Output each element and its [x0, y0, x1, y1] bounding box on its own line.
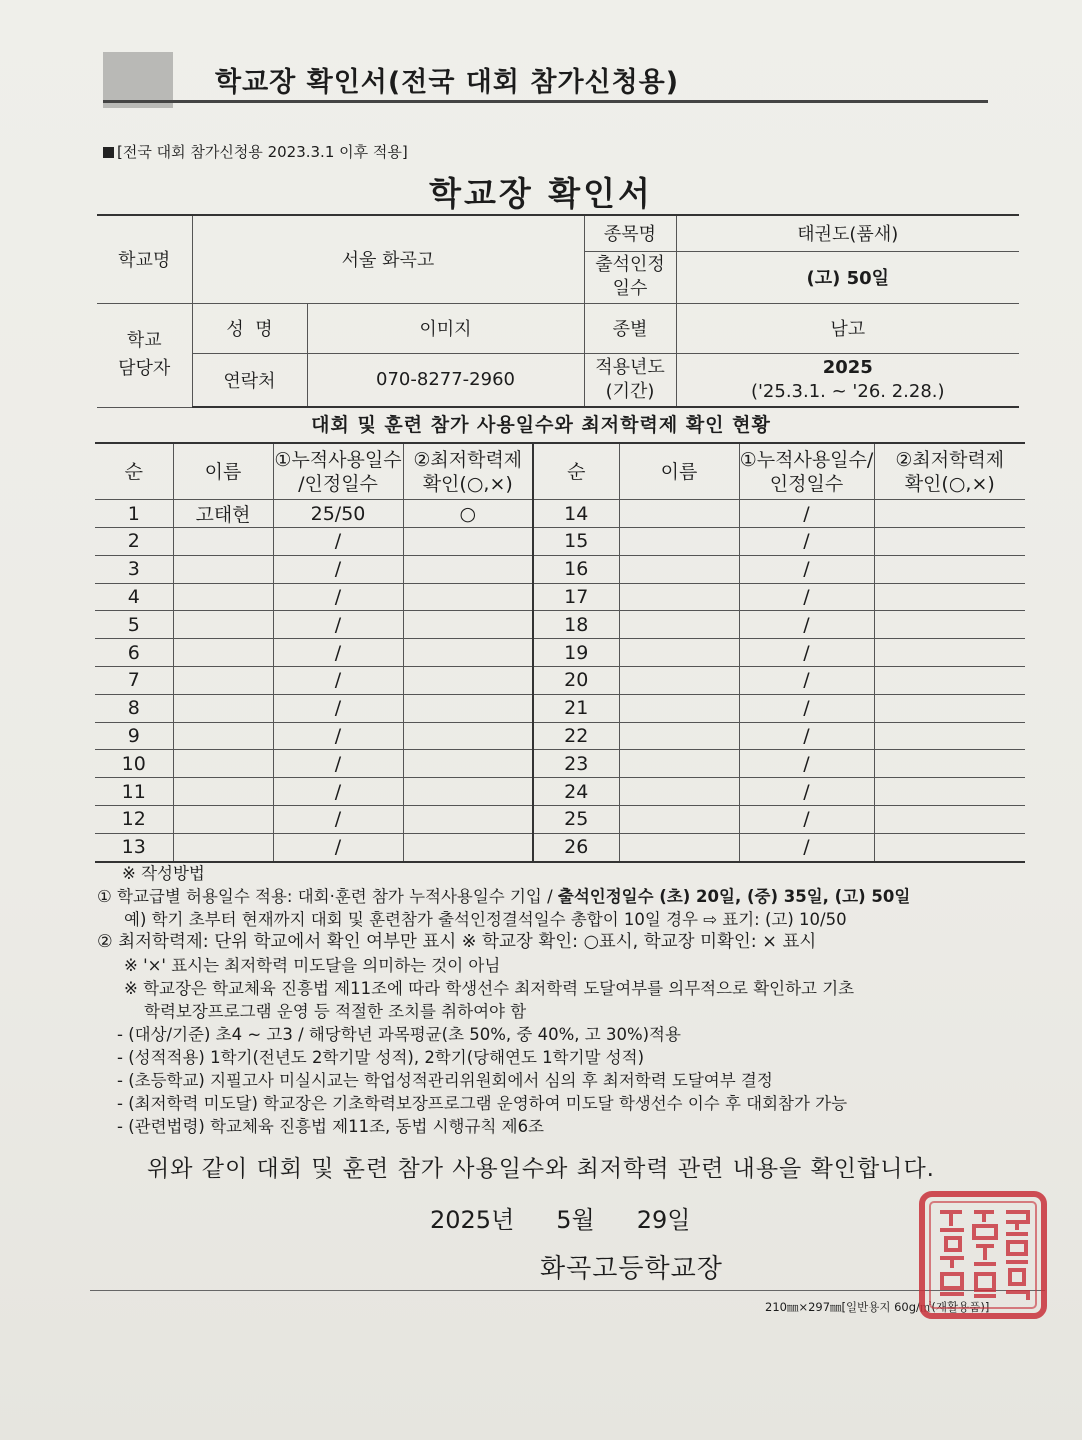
cell-no-left: 12: [95, 805, 173, 833]
cell-name-left: [173, 722, 273, 750]
table-row: [95, 583, 1025, 611]
cell-days-left: /: [273, 750, 403, 778]
confirmation-statement: 위와 같이 대회 및 훈련 참가 사용일수와 최저학력 관련 내용을 확인합니다.: [147, 1156, 935, 1182]
footer-rule: [90, 1290, 1045, 1291]
sport-label: 종목명: [584, 215, 676, 251]
square-bullet-icon: [103, 147, 114, 158]
document-title: 학교장 확인서: [429, 174, 653, 213]
note-2-sub-1: ※ '×' 표시는 최저학력 미도달을 의미하는 것이 아님: [124, 956, 501, 975]
col-days-right: [739, 443, 874, 500]
cell-check-right: [874, 694, 1025, 722]
date-month: 5월: [556, 1206, 595, 1234]
name-label: 성 명: [192, 303, 307, 353]
roster-table: [95, 442, 1025, 863]
cell-name-left: [173, 805, 273, 833]
header-rule: [103, 100, 988, 103]
cell-days-left: /: [273, 694, 403, 722]
cell-name-left: 고태현: [173, 500, 273, 528]
table-row: [95, 833, 1025, 861]
cell-no-right: 17: [533, 583, 619, 611]
cell-no-right: 25: [533, 805, 619, 833]
cell-check-right: [874, 528, 1025, 556]
col-name-right: 이름: [619, 443, 739, 500]
note-dash-2: - (성적적용) 1학기(전년도 2학기말 성적), 2학기(당해연도 1학기말 성적): [117, 1048, 645, 1067]
col-no-left: 순: [95, 443, 173, 500]
manager-label-line1: 학교: [126, 330, 162, 351]
cell-days-left: /: [273, 722, 403, 750]
cell-no-right: 18: [533, 611, 619, 639]
cell-days-left: /: [273, 778, 403, 806]
col-check-left-line1: ②최저학력제: [413, 448, 523, 471]
date-year: 2025년: [430, 1206, 515, 1234]
cell-days-left: /: [273, 639, 403, 667]
gender-value: 남고: [676, 303, 1019, 353]
instructions-heading: ※ 작성방법: [122, 864, 205, 883]
table-row: [95, 805, 1025, 833]
cell-name-left: [173, 778, 273, 806]
cell-no-right: 19: [533, 639, 619, 667]
cell-no-right: 16: [533, 555, 619, 583]
cell-check-right: [874, 778, 1025, 806]
cell-no-left: 4: [95, 583, 173, 611]
year-label: [584, 353, 676, 407]
cell-days-right: /: [739, 500, 874, 528]
cell-check-left: [403, 805, 533, 833]
note-1-example: 예) 학기 초부터 현재까지 대회 및 훈련참가 출석인정결석일수 총합이 10일 경우 ⇨ 표기: (고) 10/50: [124, 910, 847, 929]
cell-check-right: [874, 750, 1025, 778]
note-dash-1: - (대상/기준) 초4 ~ 고3 / 해당학년 과목평균(초 50%, 중 40%, 고 30%)적용: [117, 1025, 681, 1044]
official-seal-icon: [918, 1190, 1048, 1320]
cell-no-left: 1: [95, 500, 173, 528]
cell-name-left: [173, 611, 273, 639]
contact-value: 070-8277-2960: [307, 353, 584, 407]
cell-days-left: /: [273, 528, 403, 556]
cell-check-right: [874, 555, 1025, 583]
note-2: ② 최저학력제: 단위 학교에서 확인 여부만 표시 ※ 학교장 확인: ○표시, 학교장 미확인: × 표시: [97, 932, 817, 952]
table-row: [95, 666, 1025, 694]
cell-name-right: [619, 639, 739, 667]
cell-days-right: /: [739, 583, 874, 611]
cell-name-right: [619, 694, 739, 722]
cell-name-left: [173, 639, 273, 667]
note-1-bold: 출석인정일수 (초) 20일, (중) 35일, (고) 50일: [557, 887, 911, 906]
cell-days-right: /: [739, 639, 874, 667]
cell-no-right: 24: [533, 778, 619, 806]
instructions: [97, 862, 1032, 1138]
cell-check-left: [403, 611, 533, 639]
attendance-label: [584, 251, 676, 303]
cell-check-right: [874, 583, 1025, 611]
year-label-line2: (기간): [605, 380, 655, 402]
cell-check-left: [403, 555, 533, 583]
cell-days-right: /: [739, 833, 874, 861]
section-title: 대회 및 훈련 참가 사용일수와 최저학력제 확인 현황: [311, 414, 771, 436]
note-dash-5: - (관련법령) 학교체육 진흥법 제11조, 동법 시행규칙 제6조: [117, 1117, 544, 1136]
col-days-left: [273, 443, 403, 500]
note-2-sub-2a: ※ 학교장은 학교체육 진흥법 제11조에 따라 학생선수 최저학력 도달여부를 의무적으로 확인하고 기초: [124, 979, 855, 998]
cell-days-left: /: [273, 555, 403, 583]
cell-check-right: [874, 611, 1025, 639]
cell-no-left: 2: [95, 528, 173, 556]
table-row: [95, 528, 1025, 556]
col-name-left: 이름: [173, 443, 273, 500]
cell-check-left: [403, 666, 533, 694]
cell-no-right: 14: [533, 500, 619, 528]
info-table: [97, 214, 1019, 408]
cell-name-right: [619, 500, 739, 528]
col-days-right-line1: ①누적사용일수/: [739, 448, 874, 471]
attendance-value: (고) 50일: [676, 251, 1019, 303]
cell-no-right: 20: [533, 666, 619, 694]
col-days-right-line2: 인정일수: [769, 472, 844, 495]
note-1: [97, 885, 1032, 908]
cell-days-right: /: [739, 611, 874, 639]
col-check-right-line2: 확인(○,×): [904, 472, 995, 495]
cell-no-left: 8: [95, 694, 173, 722]
table-row: [95, 555, 1025, 583]
cell-check-right: [874, 666, 1025, 694]
table-row: [95, 639, 1025, 667]
cell-no-right: 15: [533, 528, 619, 556]
cell-check-right: [874, 639, 1025, 667]
cell-name-right: [619, 722, 739, 750]
cell-days-right: /: [739, 555, 874, 583]
name-value: 이미지: [307, 303, 584, 353]
sport-value: 태권도(품새): [676, 215, 1019, 251]
contact-label: 연락처: [192, 353, 307, 407]
cell-check-right: [874, 833, 1025, 861]
cell-no-left: 7: [95, 666, 173, 694]
cell-check-left: [403, 694, 533, 722]
cell-days-left: /: [273, 583, 403, 611]
cell-no-right: 21: [533, 694, 619, 722]
gender-label: 종별: [584, 303, 676, 353]
cell-days-right: /: [739, 666, 874, 694]
cell-name-right: [619, 528, 739, 556]
cell-name-left: [173, 528, 273, 556]
cell-check-left: [403, 778, 533, 806]
cell-check-right: [874, 722, 1025, 750]
col-no-right: 순: [533, 443, 619, 500]
cell-check-left: [403, 722, 533, 750]
cell-days-right: /: [739, 528, 874, 556]
cell-no-right: 23: [533, 750, 619, 778]
cell-no-left: 9: [95, 722, 173, 750]
cell-check-left: [403, 639, 533, 667]
cell-no-right: 26: [533, 833, 619, 861]
cell-days-right: /: [739, 778, 874, 806]
principal-signature: 화곡고등학교장: [540, 1254, 723, 1284]
col-check-left: [403, 443, 533, 500]
cell-check-left: [403, 583, 533, 611]
year-value: 2025: [822, 356, 873, 378]
cell-days-left: /: [273, 805, 403, 833]
table-row: [95, 611, 1025, 639]
col-days-left-line1: ①누적사용일수: [274, 448, 402, 471]
col-check-right: [874, 443, 1025, 500]
cell-no-left: 11: [95, 778, 173, 806]
cell-no-left: 6: [95, 639, 173, 667]
cell-no-left: 3: [95, 555, 173, 583]
cell-days-right: /: [739, 750, 874, 778]
cell-days-right: /: [739, 694, 874, 722]
cell-days-left: /: [273, 666, 403, 694]
cell-days-left: 25/50: [273, 500, 403, 528]
cell-name-left: [173, 694, 273, 722]
col-check-right-line1: ②최저학력제: [895, 448, 1005, 471]
period-value: ('25.3.1. ~ '26. 2.28.): [750, 380, 945, 402]
cell-check-left: [403, 833, 533, 861]
cell-name-right: [619, 805, 739, 833]
cell-check-left: ○: [403, 500, 533, 528]
table-row: [95, 500, 1025, 528]
manager-label: [97, 303, 192, 407]
cell-name-right: [619, 750, 739, 778]
cell-name-right: [619, 555, 739, 583]
manager-label-line2: 담당자: [118, 358, 171, 379]
note-1-text: ① 학교급별 허용일수 적용: 대회·훈련 참가 누적사용일수 기입 /: [97, 887, 558, 906]
header-title: 학교장 확인서(전국 대회 참가신청용): [215, 67, 680, 98]
cell-no-left: 13: [95, 833, 173, 861]
cell-name-right: [619, 583, 739, 611]
cell-check-right: [874, 805, 1025, 833]
note-dash-4: - (최저학력 미도달) 학교장은 기초학력보장프로그램 운영하여 미도달 학생선수 이수 후 대회참가 가능: [117, 1094, 848, 1113]
cell-name-left: [173, 555, 273, 583]
school-value: 서울 화곡고: [192, 215, 584, 303]
cell-name-left: [173, 666, 273, 694]
cell-days-left: /: [273, 611, 403, 639]
cell-name-left: [173, 583, 273, 611]
applies-note: [103, 141, 408, 162]
paper-size-note: 210㎜×297㎜[일반용지 60g/㎡(재활용품)]: [765, 1300, 990, 1314]
table-row: [95, 722, 1025, 750]
cell-check-left: [403, 750, 533, 778]
table-row: [95, 750, 1025, 778]
cell-no-right: 22: [533, 722, 619, 750]
attendance-label-line2: 일수: [612, 278, 648, 299]
cell-no-left: 5: [95, 611, 173, 639]
attendance-label-line1: 출석인정: [595, 254, 665, 275]
note-2-sub-2b: 학력보장프로그램 운영 등 적절한 조치를 취하여야 함: [144, 1002, 527, 1021]
issue-date: [430, 1200, 732, 1235]
cell-name-right: [619, 666, 739, 694]
school-label: 학교명: [97, 215, 192, 303]
table-row: [95, 694, 1025, 722]
cell-name-right: [619, 611, 739, 639]
cell-days-left: /: [273, 833, 403, 861]
note-dash-3: - (초등학교) 지필고사 미실시교는 학업성적관리위원회에서 심의 후 최저학력 도달여부 결정: [117, 1071, 773, 1090]
col-days-left-line2: /인정일수: [298, 472, 378, 495]
cell-check-right: [874, 500, 1025, 528]
col-check-left-line2: 확인(○,×): [422, 472, 513, 495]
date-day: 29일: [636, 1206, 691, 1234]
cell-name-right: [619, 778, 739, 806]
cell-name-right: [619, 833, 739, 861]
cell-check-left: [403, 528, 533, 556]
applies-note-text: [전국 대회 참가신청용 2023.3.1 이후 적용]: [117, 143, 408, 161]
cell-name-left: [173, 750, 273, 778]
table-row: [95, 778, 1025, 806]
cell-name-left: [173, 833, 273, 861]
cell-days-right: /: [739, 805, 874, 833]
cell-no-left: 10: [95, 750, 173, 778]
year-value-cell: [676, 353, 1019, 407]
year-label-line1: 적용년도: [595, 356, 665, 378]
cell-days-right: /: [739, 722, 874, 750]
